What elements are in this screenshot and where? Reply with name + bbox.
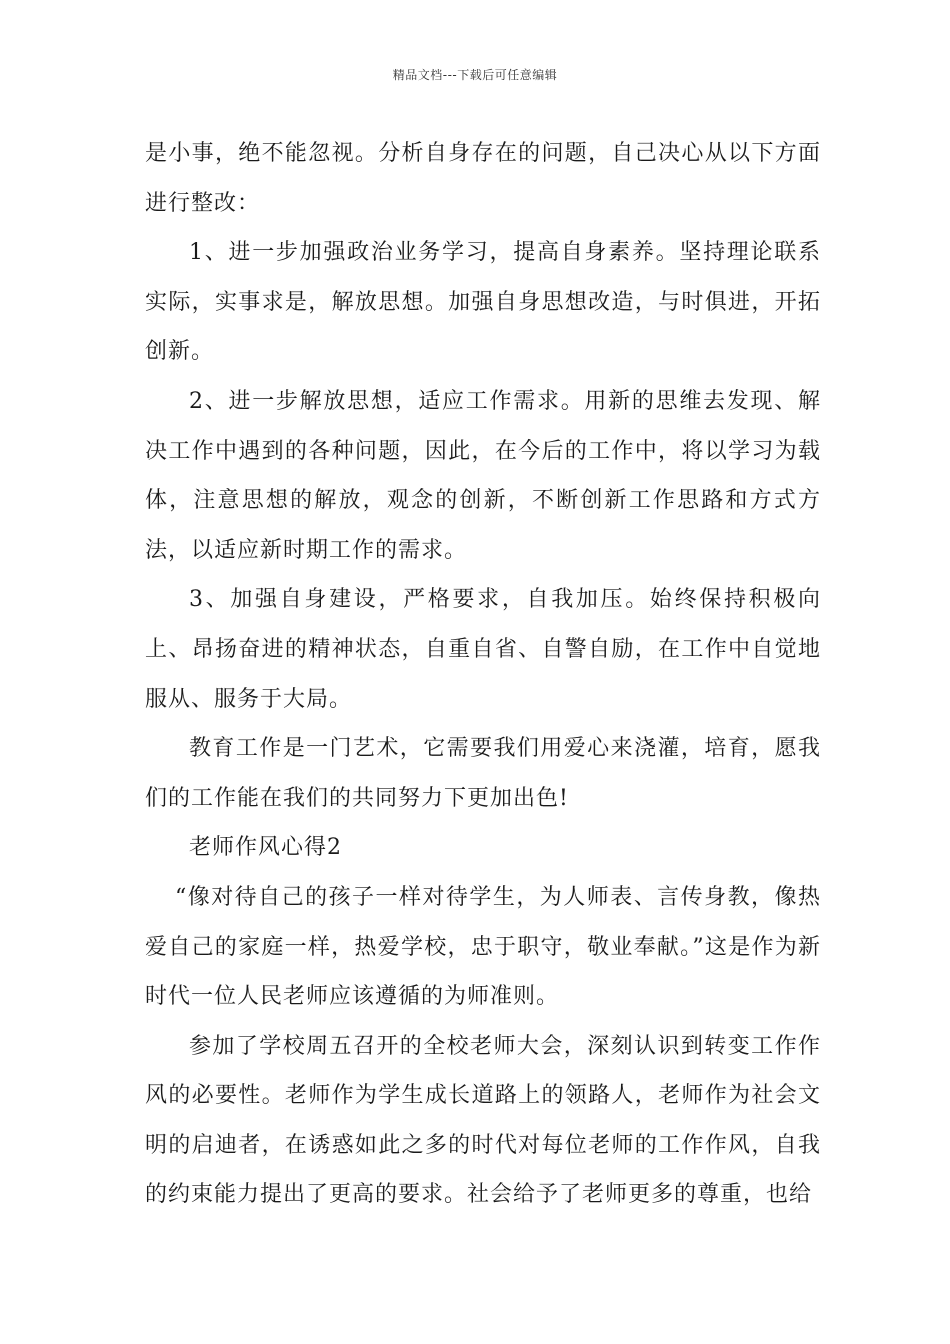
paragraph-meeting: 参加了学校周五召开的全校老师大会，深刻认识到转变工作作风的必要性。老师作为学生成长道路上的领路人，老师作为社会文明的启迪者，在诱惑如此之多的时代对每位老师的工作作风，自我的约束能力提出了更高的要求。社会给予了老师更多的尊重，也给 bbox=[145, 1033, 821, 1208]
paragraph-item-2: 2、进一步解放思想，适应工作需求。用新的思维去发现、解决工作中遇到的各种问题，因此，在今后的工作中，将以学习为载体，注意思想的解放，观念的创新，不断创新工作思路和方式方法，以适应新时期工作的需求。 bbox=[145, 388, 821, 563]
document-body bbox=[145, 129, 821, 1220]
paragraph-item-1: 1、进一步加强政治业务学习，提高自身素养。坚持理论联系实际，实事求是，解放思想。加强自身思想改造，与时俱进，开拓创新。 bbox=[145, 240, 821, 365]
page-header: 精品文档---下载后可任意编辑 bbox=[392, 68, 558, 82]
paragraph-item-3: 3、加强自身建设，严格要求，自我加压。始终保持积极向上、昂扬奋进的精神状态，自重自省、自警自励，在工作中自觉地服从、服务于大局。 bbox=[145, 587, 821, 712]
paragraph-conclusion: 教育工作是一门艺术，它需要我们用爱心来浇灌，培育，愿我们的工作能在我们的共同努力下更加出色! bbox=[145, 736, 821, 811]
paragraph-quote: “像对待自己的孩子一样对待学生，为人师表、言传身教，像热爱自己的家庭一样，热爱学校，忠于职守，敬业奉献。”这是作为新时代一位人民老师应该遵循的为师准则。 bbox=[145, 884, 821, 1010]
section-heading: 老师作风心得2 bbox=[189, 835, 342, 861]
paragraph-intro: 是小事，绝不能忽视。分析自身存在的问题，自己决心从以下方面进行整改： bbox=[145, 141, 821, 216]
